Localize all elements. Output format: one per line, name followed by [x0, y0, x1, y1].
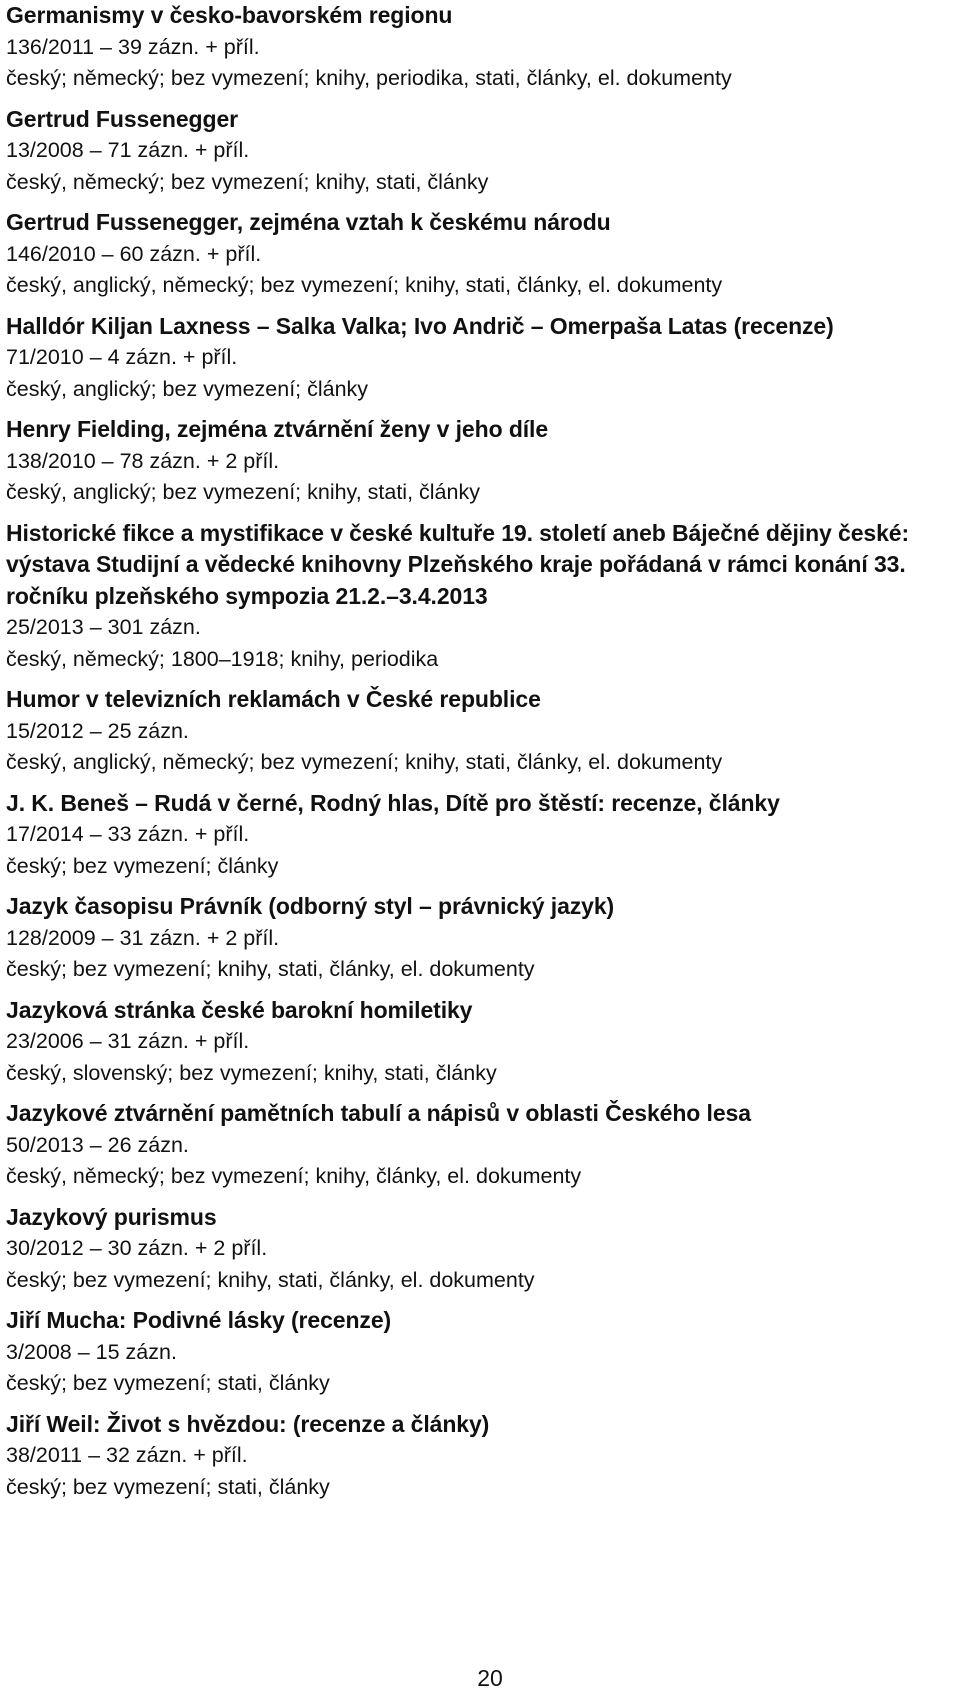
entry-record-count: 136/2011 – 39 zázn. + příl.: [6, 34, 260, 59]
entry-title: Germanismy v česko-bavorském regionu: [6, 2, 453, 28]
catalog-entry: [6, 788, 956, 883]
entry-languages-types: český, německý; 1800–1918; knihy, periodika: [6, 646, 439, 671]
entry-record-count: 13/2008 – 71 zázn. + příl.: [6, 138, 250, 162]
entry-record-count: 38/2011 – 32 zázn. + příl.: [6, 1443, 248, 1467]
catalog-entry: [6, 684, 956, 779]
catalog-entry: [6, 311, 956, 406]
entry-languages-types: český, slovenský; bez vymezení; knihy, stati, články: [6, 1060, 497, 1085]
catalog-entry: [6, 0, 956, 95]
catalog-entry: [6, 1409, 956, 1504]
catalog-entry: [6, 207, 956, 302]
entry-title: Historické fikce a mystifikace v české kultuře 19. století aneb Báječné dějiny české: výstava Studijní a vědecké knihovny Plzeňského kraje pořádaná v rámci konání 33. ročníku plzeňského sympozia 21.2.–3.4.2013: [6, 519, 910, 609]
entry-record-count: 138/2010 – 78 zázn. + 2 příl.: [6, 448, 280, 473]
entry-record-count: 146/2010 – 60 zázn. + příl.: [6, 241, 262, 266]
catalog-entry: [6, 891, 956, 986]
entry-title: Jiří Mucha: Podivné lásky (recenze): [6, 1307, 392, 1333]
catalog-entry: [6, 518, 956, 676]
catalog-entry: [6, 414, 956, 509]
entry-title: Gertrud Fussenegger: [6, 105, 238, 132]
entry-record-count: 30/2012 – 30 zázn. + 2 příl.: [6, 1236, 268, 1260]
catalog-entry-list: [6, 0, 956, 1512]
entry-title: Gertrud Fussenegger, zejména vztah k českému národu: [6, 209, 611, 235]
entry-languages-types: český, anglický; bez vymezení; články: [6, 376, 369, 401]
entry-record-count: 23/2006 – 31 zázn. + příl.: [6, 1029, 250, 1053]
entry-languages-types: český, anglický, německý; bez vymezení; knihy, stati, články, el. dokumenty: [6, 750, 723, 774]
entry-record-count: 71/2010 – 4 zázn. + příl.: [6, 345, 238, 369]
entry-title: Jazyk časopisu Právník (odborný styl – právnický jazyk): [6, 893, 615, 919]
catalog-entry: [6, 1202, 956, 1297]
entry-title: Humor v televizních reklamách v České republice: [6, 686, 541, 712]
entry-record-count: 15/2012 – 25 zázn.: [6, 718, 189, 743]
entry-title: Henry Fielding, zejména ztvárnění ženy v jeho díle: [6, 416, 549, 442]
entry-languages-types: český; německý; bez vymezení; knihy, periodika, stati, články, el. dokumenty: [6, 66, 732, 90]
catalog-entry: [6, 995, 956, 1090]
entry-record-count: 128/2009 – 31 zázn. + 2 příl.: [6, 925, 280, 950]
catalog-entry: [6, 1098, 956, 1193]
page-number: 20: [477, 1665, 503, 1691]
entry-languages-types: český; bez vymezení; stati, články: [6, 1371, 330, 1395]
entry-record-count: 25/2013 – 301 zázn.: [6, 615, 201, 639]
entry-languages-types: český, anglický; bez vymezení; knihy, stati, články: [6, 480, 480, 504]
entry-languages-types: český, německý; bez vymezení; knihy, články, el. dokumenty: [6, 1164, 582, 1188]
entry-record-count: 17/2014 – 33 zázn. + příl.: [6, 822, 250, 846]
entry-title: Jiří Weil: Život s hvězdou: (recenze a články): [6, 1410, 490, 1437]
entry-languages-types: český, anglický, německý; bez vymezení; knihy, stati, články, el. dokumenty: [6, 273, 723, 297]
catalog-entry: [6, 104, 956, 199]
entry-title: Jazykové ztvárnění pamětních tabulí a nápisů v oblasti Českého lesa: [6, 1100, 751, 1126]
catalog-entry: [6, 1305, 956, 1400]
entry-languages-types: český; bez vymezení; knihy, stati, články, el. dokumenty: [6, 1267, 535, 1292]
entry-languages-types: český; bez vymezení; stati, články: [6, 1474, 330, 1499]
entry-title: J. K. Beneš – Rudá v černé, Rodný hlas, Dítě pro štěstí: recenze, články: [6, 789, 780, 816]
entry-title: Jazyková stránka české barokní homiletiky: [6, 996, 473, 1023]
entry-languages-types: český; bez vymezení; články: [6, 853, 279, 878]
entry-record-count: 50/2013 – 26 zázn.: [6, 1132, 189, 1157]
entry-record-count: 3/2008 – 15 zázn.: [6, 1339, 177, 1364]
entry-title: Halldór Kiljan Laxness – Salka Valka; Ivo Andrič – Omerpaša Latas (recenze): [6, 312, 834, 339]
entry-languages-types: český; bez vymezení; knihy, stati, články, el. dokumenty: [6, 957, 535, 981]
entry-title: Jazykový purismus: [6, 1203, 217, 1230]
entry-languages-types: český, německý; bez vymezení; knihy, stati, články: [6, 169, 489, 194]
